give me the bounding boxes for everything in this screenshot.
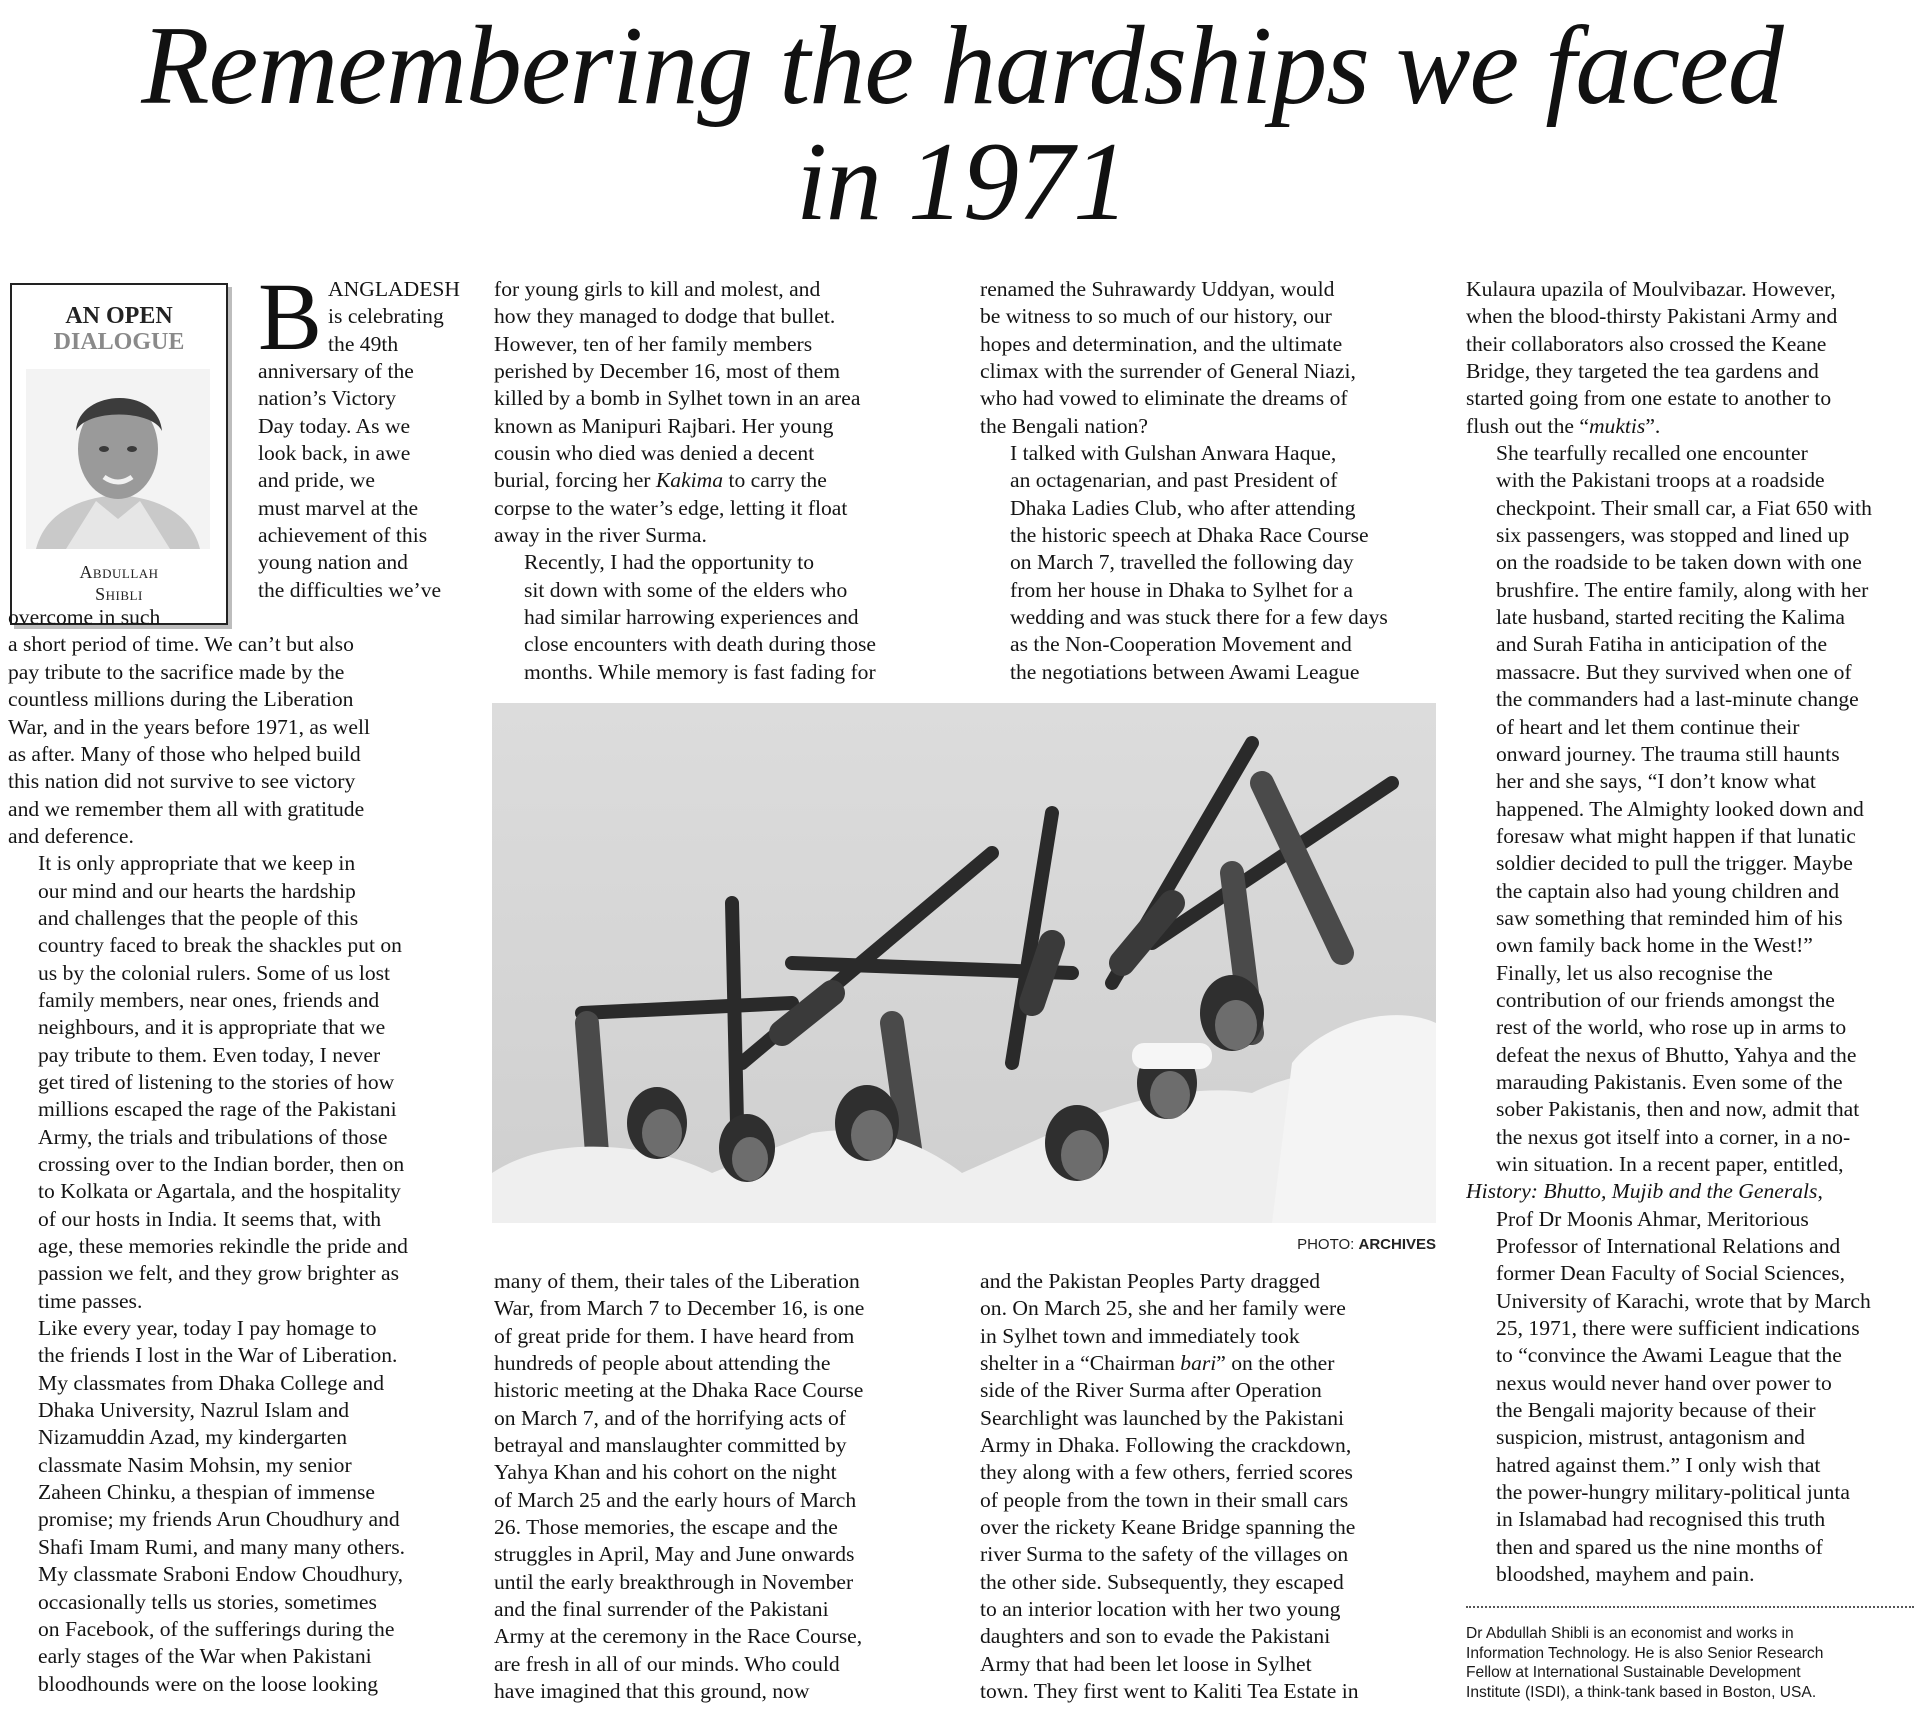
article-column-3-bottom	[980, 1268, 1456, 1716]
text-line: country faced to break the shackles put on	[38, 933, 402, 958]
text-line: occasionally tells us stories, sometimes	[38, 1589, 377, 1614]
text-line: killed by a bomb in Sylhet town in an area	[494, 386, 861, 411]
paragraph	[8, 850, 484, 1315]
text-line: hatred against them.” I only wish that	[1496, 1452, 1821, 1477]
text-line: of our hosts in India. It seems that, with	[38, 1206, 382, 1231]
text-line: suspicion, mistrust, antagonism and	[1496, 1425, 1805, 1450]
paragraph	[1466, 440, 1924, 960]
text-line: It is only appropriate that we keep in	[38, 851, 356, 876]
text-line: burial, forcing her Kakima to carry the	[494, 468, 827, 493]
text-line: young nation and	[258, 550, 408, 575]
text-line: historic meeting at the Dhaka Race Course	[494, 1378, 864, 1403]
text-line: must marvel at the	[258, 495, 419, 520]
paragraph	[980, 440, 1456, 686]
text-line: this nation did not survive to see victory	[8, 769, 356, 794]
text-line: nation’s Victory	[258, 386, 397, 411]
headline	[0, 4, 1924, 244]
text-line: anniversary of the	[258, 359, 414, 384]
headline-line-2: in 1971	[795, 120, 1129, 244]
text-line: Finally, let us also recognise the	[1496, 960, 1773, 985]
text-line: Dhaka University, Nazrul Islam and	[38, 1398, 350, 1423]
text-line: own family back home in the West!”	[1496, 933, 1813, 958]
text-line: time passes.	[38, 1288, 143, 1313]
text-line: Prof Dr Moonis Ahmar, Meritorious	[1496, 1206, 1809, 1231]
text-line: Army at the ceremony in the Race Course,	[494, 1624, 863, 1649]
text-line: the power-hungry military-political junta	[1496, 1480, 1850, 1505]
text-line: the nexus got itself into a corner, in a no-	[1496, 1124, 1851, 1149]
text-line: Army that had been let loose in Sylhet	[980, 1651, 1312, 1676]
text-line: six passengers, was stopped and lined up	[1496, 523, 1850, 548]
text-line: shelter in a “Chairman bari” on the other	[980, 1351, 1335, 1376]
text-line: in Sylhet town and immediately took	[980, 1323, 1300, 1348]
text-line: checkpoint. Their small car, a Fiat 650 with	[1496, 495, 1872, 520]
text-line: have imagined that this ground, now	[494, 1679, 810, 1704]
text-line: win situation. In a recent paper, entitled,	[1496, 1152, 1844, 1176]
text-line: climax with the surrender of General Niazi,	[980, 359, 1356, 384]
text-line: to Kolkata or Agartala, and the hospitality	[38, 1179, 401, 1204]
text-line: Institute (ISDI), a think-tank based in Boston, USA.	[1466, 1683, 1817, 1701]
text-line: with the Pakistani troops at a roadside	[1496, 468, 1825, 493]
text-line: pay tribute to the sacrifice made by the	[8, 659, 345, 684]
text-line: and pride, we	[258, 468, 375, 493]
text-line: sit down with some of the elders who	[524, 577, 848, 602]
text-line: to “convince the Awami League that the	[1496, 1343, 1842, 1368]
text-line: from her house in Dhaka to Sylhet for a	[1010, 577, 1354, 602]
text-line: pay tribute to them. Even today, I never	[38, 1042, 381, 1067]
text-line: Searchlight was launched by the Pakistani	[980, 1405, 1345, 1430]
text-line: Fellow at International Sustainable Development	[1466, 1664, 1801, 1681]
text-line: saw something that reminded him of his	[1496, 905, 1843, 930]
text-line: crossing over to the Indian border, then on	[38, 1152, 405, 1176]
text-line: neighbours, and it is appropriate that we	[38, 1015, 386, 1040]
text-line: Information Technology. He is also Senior Research	[1466, 1644, 1824, 1662]
text-line: of March 25 and the early hours of March	[494, 1487, 857, 1512]
text-line: of heart and let them continue their	[1496, 714, 1800, 739]
column-author-name: Abdullah Shibli	[79, 562, 159, 604]
text-line: many of them, their tales of the Liberation	[494, 1269, 860, 1293]
text-line: get tired of listening to the stories of how	[38, 1069, 395, 1094]
text-line: our mind and our hearts the hardship	[38, 878, 356, 903]
text-line: on March 7, travelled the following day	[1010, 550, 1354, 575]
headline-line-1: Remembering the hardships we faced	[141, 4, 1783, 128]
text-line: on Facebook, of the sufferings during the	[38, 1616, 395, 1641]
text-line: the captain also had young children and	[1496, 878, 1839, 903]
text-line: the commanders had a last-minute change	[1496, 687, 1859, 712]
text-line: classmate Nasim Mohsin, my senior	[38, 1452, 352, 1477]
text-line: foresaw what might happen if that lunatic	[1496, 823, 1856, 848]
text-line: Nizamuddin Azad, my kindergarten	[38, 1425, 348, 1450]
text-line: rest of the world, who rose up in arms to	[1496, 1015, 1847, 1040]
text-line: look back, in awe	[258, 441, 411, 466]
text-line: river Surma to the safety of the villages on	[980, 1542, 1349, 1567]
article-column-4	[1466, 276, 1924, 1600]
text-line: Shafi Imam Rumi, and many many others.	[38, 1534, 406, 1559]
text-line: until the early breakthrough in November	[494, 1569, 854, 1594]
text-line: of great pride for them. I have heard from	[494, 1323, 855, 1348]
text-line: early stages of the War when Pakistani	[38, 1644, 372, 1669]
text-line: struggles in April, May and June onwards	[494, 1542, 855, 1567]
text-line: on March 7, and of the horrifying acts of	[494, 1405, 846, 1430]
text-line: flush out the “muktis”.	[1466, 413, 1661, 438]
text-line: defeat the nexus of Bhutto, Yahya and the	[1496, 1042, 1857, 1067]
text-line: be witness to so much of our history, our	[980, 304, 1332, 329]
text-line: Like every year, today I pay homage to	[38, 1316, 377, 1341]
text-line: daughters and son to evade the Pakistani	[980, 1624, 1331, 1649]
text-line: and the final surrender of the Pakistani	[494, 1597, 829, 1622]
paragraph	[494, 1268, 970, 1706]
text-line: an octagenarian, and past President of	[1010, 468, 1338, 493]
text-line: their collaborators also crossed the Keane	[1466, 331, 1827, 356]
text-line: promise; my friends Arun Choudhury and	[38, 1507, 400, 1532]
paragraph	[8, 631, 484, 850]
text-line: as the Non-Cooperation Movement and	[1010, 632, 1352, 657]
article-column-3-top	[980, 276, 1456, 696]
text-line: and challenges that the people of this	[38, 905, 359, 930]
text-line: massacre. But they survived when one of	[1496, 659, 1852, 684]
text-line: contribution of our friends amongst the	[1496, 987, 1835, 1012]
text-line: nexus would never hand over power to	[1496, 1370, 1832, 1395]
paragraph	[494, 549, 970, 686]
article-column-1	[8, 276, 484, 1716]
text-line: to an interior location with her two young	[980, 1597, 1341, 1622]
text-line: had similar harrowing experiences and	[524, 605, 859, 630]
text-line: the difficulties we’ve	[258, 577, 442, 602]
text-line: University of Karachi, wrote that by March	[1496, 1288, 1871, 1313]
logo-wrap-spacer	[8, 276, 250, 594]
text-line: family members, near ones, friends and	[38, 987, 380, 1012]
text-line: marauding Pakistanis. Even some of the	[1496, 1069, 1843, 1094]
text-line: wedding and was stuck there for a few days	[1010, 605, 1388, 630]
paragraph	[8, 1315, 484, 1698]
text-line: and Surah Fatiha in anticipation of the	[1496, 632, 1828, 657]
text-line: the Bengali nation?	[980, 413, 1148, 438]
text-line: She tearfully recalled one encounter	[1496, 441, 1808, 466]
text-line: who had vowed to eliminate the dreams of	[980, 386, 1348, 411]
text-line: happened. The Almighty looked down and	[1496, 796, 1864, 821]
text-line: age, these memories rekindle the pride and	[38, 1234, 408, 1259]
text-line: onward journey. The trauma still haunts	[1496, 741, 1840, 766]
text-line: betrayal and manslaughter committed by	[494, 1433, 847, 1458]
text-line: War, and in the years before 1971, as well	[8, 714, 370, 739]
text-line: cousin who died was denied a decent	[494, 441, 815, 466]
text-line: over the rickety Keane Bridge spanning the	[980, 1515, 1356, 1540]
text-line: hundreds of people about attending the	[494, 1351, 831, 1376]
text-line: and deference.	[8, 823, 134, 848]
column-logo-subtitle: DIALOGUE	[53, 329, 185, 355]
text-line: 25, 1971, there were sufficient indications	[1496, 1316, 1860, 1341]
paragraph	[1466, 960, 1924, 1589]
text-line: and we remember them all with gratitude	[8, 796, 365, 821]
text-line: Dr Abdullah Shibli is an economist and works in	[1466, 1625, 1794, 1642]
text-line: are fresh in all of our minds. Who could	[494, 1651, 840, 1676]
article-column-2-bottom	[494, 1268, 970, 1716]
archive-photo	[492, 703, 1436, 1223]
text-line: us by the colonial rulers. Some of us lost	[38, 960, 391, 985]
text-line: hopes and determination, and the ultimate	[980, 331, 1343, 356]
text-line: Professor of International Relations and	[1496, 1234, 1841, 1259]
paragraph	[494, 276, 970, 549]
text-line: then and spared us the nine months of	[1496, 1534, 1823, 1559]
text-line: on. On March 25, she and her family were	[980, 1296, 1346, 1321]
text-line: former Dean Faculty of Social Sciences,	[1496, 1261, 1845, 1286]
paragraph	[1466, 276, 1924, 440]
text-line: in Islamabad had recognised this truth	[1496, 1507, 1826, 1532]
drop-cap: B	[258, 276, 323, 370]
text-line: away in the river Surma.	[494, 523, 707, 548]
text-line: the Bengali majority because of their	[1496, 1398, 1816, 1423]
text-line: bloodshed, mayhem and pain.	[1496, 1562, 1755, 1587]
photo-credit: PHOTO: ARCHIVES	[1297, 1236, 1436, 1253]
text-line: how they managed to dodge that bullet.	[494, 304, 836, 329]
text-line: side of the River Surma after Operation	[980, 1378, 1322, 1403]
text-line: when the blood-thirsty Pakistani Army and	[1466, 304, 1838, 329]
text-line: Army, the trials and tribulations of those	[38, 1124, 388, 1149]
text-line: perished by December 16, most of them	[494, 359, 841, 384]
text-line: as after. Many of those who helped build	[8, 741, 361, 766]
text-line: is celebrating	[328, 304, 444, 329]
text-line: However, ten of her family members	[494, 331, 813, 356]
paragraph	[980, 276, 1456, 440]
text-line: passion we felt, and they grow brighter as	[38, 1261, 399, 1286]
archive-photo-image	[492, 703, 1436, 1223]
text-line: months. While memory is fast fading for	[524, 659, 876, 684]
text-line: the 49th	[328, 331, 399, 356]
text-line: millions escaped the rage of the Pakistani	[38, 1097, 397, 1122]
text-line: Army in Dhaka. Following the crackdown,	[980, 1433, 1352, 1458]
text-line: My classmates from Dhaka College and	[38, 1370, 385, 1395]
text-line: History: Bhutto, Mujib and the Generals,	[1466, 1179, 1823, 1204]
text-line: and the Pakistan Peoples Party dragged	[980, 1269, 1321, 1293]
author-bio	[1466, 1624, 1918, 1702]
text-line: achievement of this	[258, 523, 428, 548]
text-line: Kulaura upazila of Moulvibazar. However,	[1466, 277, 1836, 301]
text-line: of people from the town in their small cars	[980, 1487, 1349, 1512]
text-line: they along with a few others, ferried scores	[980, 1460, 1353, 1485]
text-line: soldier decided to pull the trigger. Maybe	[1496, 851, 1853, 876]
text-line: on the roadside to be taken down with one	[1496, 550, 1862, 575]
text-line: town. They first went to Kaliti Tea Estate in	[980, 1679, 1359, 1704]
text-line: overcome in such	[8, 605, 161, 630]
text-line: Recently, I had the opportunity to	[524, 550, 815, 575]
text-line: Day today. As we	[258, 413, 411, 438]
text-line: the friends I lost in the War of Liberation.	[38, 1343, 398, 1368]
text-line: I talked with Gulshan Anwara Haque,	[1010, 441, 1337, 466]
article-column-2-top	[494, 276, 970, 696]
text-line: War, from March 7 to December 16, is one	[494, 1296, 865, 1321]
text-line: the other side. Subsequently, they escaped	[980, 1569, 1344, 1594]
text-line: a short period of time. We can’t but also	[8, 632, 354, 657]
text-line: the historic speech at Dhaka Race Course	[1010, 523, 1369, 548]
text-line: bloodhounds were on the loose looking	[38, 1671, 379, 1696]
text-line: 26. Those memories, the escape and the	[494, 1515, 838, 1540]
text-line: countless millions during the Liberation	[8, 687, 354, 712]
paragraph	[980, 1268, 1456, 1706]
text-line: renamed the Suhrawardy Uddyan, would	[980, 277, 1335, 301]
text-line: for young girls to kill and molest, and	[494, 277, 821, 301]
text-line: ANGLADESH	[328, 277, 460, 301]
text-line: the negotiations between Awami League	[1010, 659, 1360, 684]
text-line: started going from one estate to another to	[1466, 386, 1832, 411]
text-line: Zaheen Chinku, a thespian of immense	[38, 1480, 376, 1505]
text-line: corpse to the water’s edge, letting it float	[494, 495, 848, 520]
text-line: close encounters with death during those	[524, 632, 877, 657]
text-line: Yahya Khan and his cohort on the night	[494, 1460, 837, 1485]
bio-divider	[1466, 1606, 1914, 1608]
text-line: brushfire. The entire family, along with her	[1496, 577, 1869, 602]
text-line: known as Manipuri Rajbari. Her young	[494, 413, 834, 438]
text-line: Bridge, they targeted the tea gardens and	[1466, 359, 1819, 384]
text-line: Dhaka Ladies Club, who after attending	[1010, 495, 1356, 520]
column-logo-title: AN OPEN	[65, 303, 173, 329]
text-line: her and she says, “I don’t know what	[1496, 769, 1816, 794]
text-line: sober Pakistanis, then and now, admit that	[1496, 1097, 1860, 1122]
text-line: My classmate Sraboni Endow Choudhury,	[38, 1562, 404, 1587]
text-line: late husband, started reciting the Kalima	[1496, 605, 1845, 630]
